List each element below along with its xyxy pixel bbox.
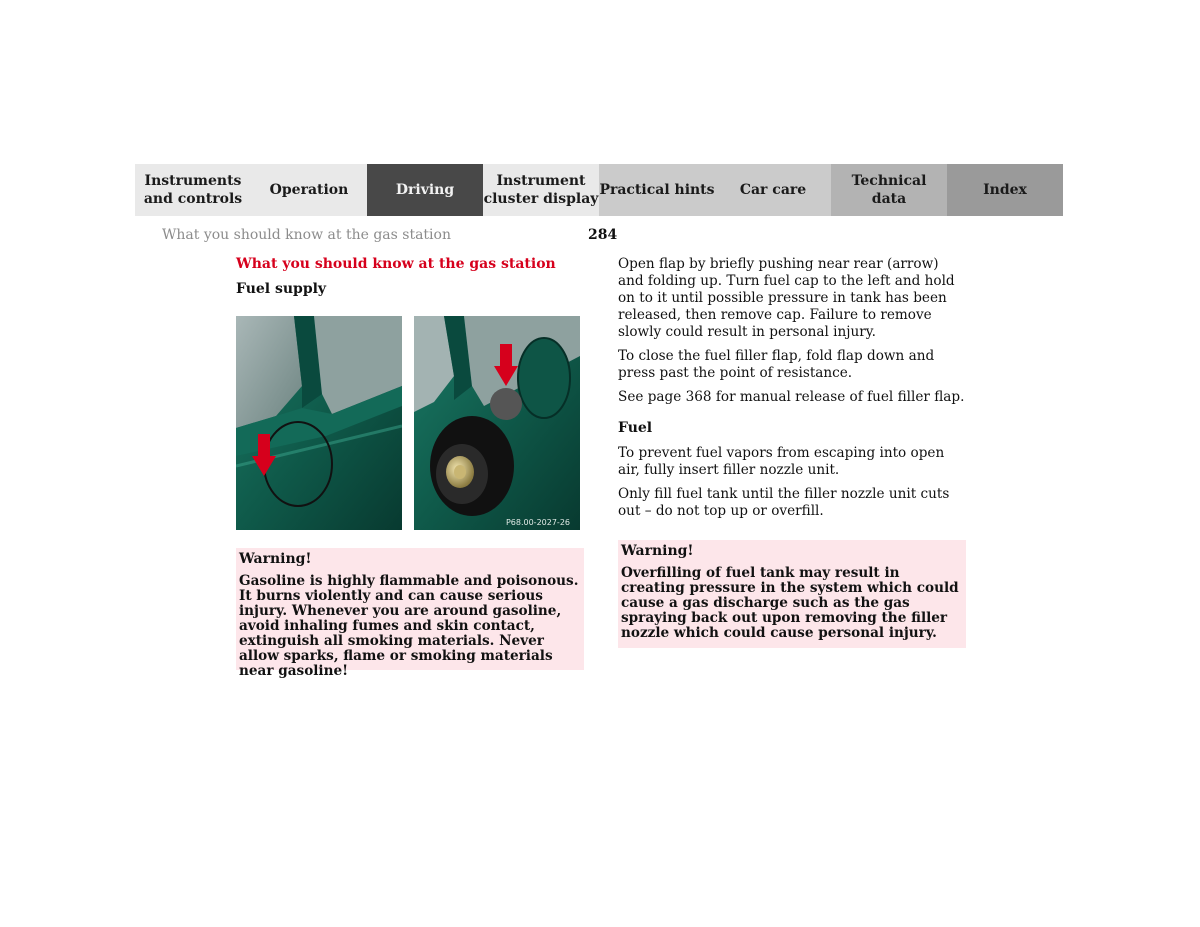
section-title: What you should know at the gas station	[236, 256, 556, 272]
tab-practical-hints[interactable]: Practical hints	[599, 164, 715, 216]
left-column	[236, 256, 584, 298]
tab-technical-data[interactable]: Technical data	[831, 164, 947, 216]
tab-car-care[interactable]: Car care	[715, 164, 831, 216]
gasoline-warning-box	[236, 548, 584, 679]
figure-code: P68.00-2027-26	[505, 518, 570, 527]
fuel-title: Fuel	[618, 420, 653, 436]
overfilling-warning-box	[618, 540, 966, 648]
paragraph-fuel-vapors: To prevent fuel vapors from escaping into open air, fully insert filler nozzle unit.	[618, 445, 945, 478]
subsection-title: Fuel supply	[236, 281, 327, 297]
fuel-flap-open-illustration	[414, 316, 580, 530]
tab-driving[interactable]: Driving	[367, 164, 483, 216]
fuel-flap-illustrations	[236, 316, 580, 530]
chapter-tabs	[135, 164, 1065, 216]
right-column	[618, 256, 966, 527]
tab-instrument-cluster-display[interactable]: Instrument cluster display	[483, 164, 599, 216]
paragraph-manual-release: See page 368 for manual release of fuel filler flap.	[618, 389, 965, 405]
paragraph-fill-limit: Only fill fuel tank until the filler nozzle unit cuts out – do not top up or overfill.	[618, 486, 950, 519]
paragraph-open-flap: Open flap by briefly pushing near rear (arrow) and folding up. Turn fuel cap to the left and hold on to it until possible pressure in tank has been released, then remove cap. Failure to remove slowly could result in personal injury.	[618, 256, 955, 340]
warning-text: Overfilling of fuel tank may result in creating pressure in the system which could cause a gas discharge such as the gas spraying back out upon removing the filler nozzle which could cause personal injury.	[621, 565, 959, 641]
fuel-flap-closed-illustration	[236, 316, 402, 530]
warning-text: Gasoline is highly flammable and poisonous. It burns violently and can cause serious injury. Whenever you are around gasoline, avoid inhaling fumes and skin contact, extinguish all smoking materials. Never allow sparks, flame or smoking materials near gasoline!	[239, 573, 579, 679]
tab-instruments-and-controls[interactable]: Instruments and controls	[135, 164, 251, 216]
tab-operation[interactable]: Operation	[251, 164, 367, 216]
paragraph-close-flap: To close the fuel filler flap, fold flap down and press past the point of resistance.	[618, 348, 935, 381]
running-header: What you should know at the gas station	[162, 227, 451, 243]
tab-index[interactable]: Index	[947, 164, 1063, 216]
warning-title: Warning!	[621, 543, 694, 559]
page-number: 284	[588, 227, 618, 243]
warning-title: Warning!	[239, 551, 312, 567]
